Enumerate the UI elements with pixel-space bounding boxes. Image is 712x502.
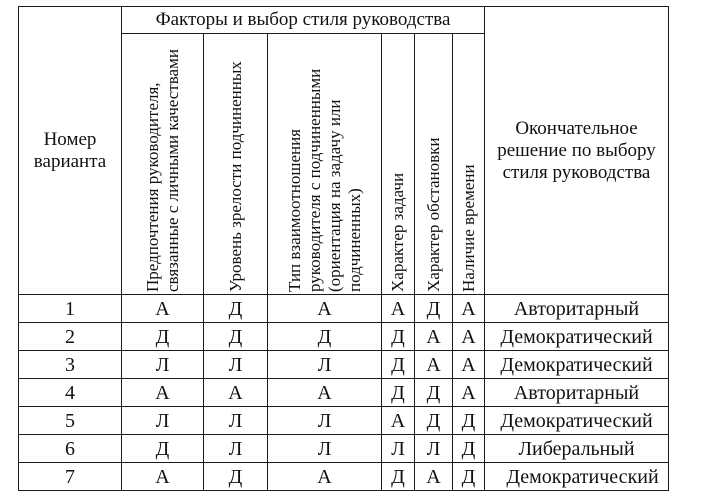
factor-value: Д bbox=[453, 407, 485, 435]
factor-value: Д bbox=[415, 379, 453, 407]
final-decision: Демократический bbox=[485, 407, 669, 435]
table-row bbox=[19, 323, 669, 351]
factor-header-task-nature: Характер задачи bbox=[388, 172, 407, 292]
factor-header-cell bbox=[382, 34, 415, 295]
factor-value: Д bbox=[204, 463, 268, 491]
variant-number: 5 bbox=[19, 407, 122, 435]
factor-value: А bbox=[382, 407, 415, 435]
factors-group-header: Факторы и выбор стиля руководства bbox=[122, 7, 485, 34]
variant-number: 4 bbox=[19, 379, 122, 407]
factor-value: Д bbox=[415, 295, 453, 323]
table-row bbox=[19, 351, 669, 379]
factor-value: Д bbox=[122, 323, 204, 351]
final-decision: Демократический bbox=[485, 463, 669, 491]
factor-value: А bbox=[415, 351, 453, 379]
factor-value: Д bbox=[382, 463, 415, 491]
factor-value: Д bbox=[268, 323, 382, 351]
factor-value: А bbox=[204, 379, 268, 407]
table-row bbox=[19, 463, 669, 491]
variant-number: 3 bbox=[19, 351, 122, 379]
factor-header-cell bbox=[415, 34, 453, 295]
final-decision: Либеральный bbox=[485, 435, 669, 463]
factor-value: Д bbox=[382, 351, 415, 379]
factor-value: Л bbox=[204, 435, 268, 463]
final-decision-header: Окончательное решение по выбору стиля руководства bbox=[485, 7, 669, 295]
factor-header-relationship-type: Тип взаимоотношения руководителя с подчиненными (ориентация на задачу или подчиненных) bbox=[284, 68, 364, 292]
factor-value: Д bbox=[122, 435, 204, 463]
final-decision: Авторитарный bbox=[485, 379, 669, 407]
variant-number: 6 bbox=[19, 435, 122, 463]
factor-header-cell bbox=[453, 34, 485, 295]
variant-number: 1 bbox=[19, 295, 122, 323]
variant-number: 2 bbox=[19, 323, 122, 351]
factor-value: Д bbox=[453, 463, 485, 491]
variant-number: 7 bbox=[19, 463, 122, 491]
factor-value: Д bbox=[453, 435, 485, 463]
factor-value: Д bbox=[204, 323, 268, 351]
factor-value: А bbox=[453, 323, 485, 351]
factor-value: А bbox=[268, 295, 382, 323]
variant-number-header: Номер варианта bbox=[19, 7, 122, 295]
final-decision: Демократический bbox=[485, 323, 669, 351]
factor-header-leader-preferences: Предпочтения руководителя, связанные с личными качествами bbox=[142, 49, 182, 292]
factor-value: Л bbox=[204, 407, 268, 435]
factor-value: Л bbox=[268, 407, 382, 435]
factor-value: А bbox=[415, 323, 453, 351]
factor-value: А bbox=[453, 295, 485, 323]
table-row bbox=[19, 407, 669, 435]
factor-value: Л bbox=[268, 351, 382, 379]
factor-header-cell bbox=[268, 34, 382, 295]
factor-value: Л bbox=[122, 351, 204, 379]
factor-header-cell bbox=[204, 34, 268, 295]
factor-value: А bbox=[122, 379, 204, 407]
factor-header-subordinate-maturity: Уровень зрелости подчиненных bbox=[225, 61, 245, 292]
factor-value: Д bbox=[204, 295, 268, 323]
factor-header-time-availability: Наличие времени bbox=[458, 164, 478, 292]
factor-value: А bbox=[122, 295, 204, 323]
final-decision: Демократический bbox=[485, 351, 669, 379]
factor-value: А bbox=[268, 379, 382, 407]
factor-value: А bbox=[268, 463, 382, 491]
factor-value: А bbox=[415, 463, 453, 491]
table-row bbox=[19, 295, 669, 323]
factor-value: Д bbox=[382, 323, 415, 351]
factor-value: Л bbox=[415, 435, 453, 463]
leadership-style-table bbox=[18, 6, 669, 491]
factor-value: Л bbox=[204, 351, 268, 379]
factor-header-situation-nature: Характер обстановки bbox=[423, 137, 443, 292]
factor-value: А bbox=[122, 463, 204, 491]
factor-value: А bbox=[453, 379, 485, 407]
final-decision: Авторитарный bbox=[485, 295, 669, 323]
factor-value: А bbox=[382, 295, 415, 323]
factor-value: Л bbox=[382, 435, 415, 463]
factor-value: Д bbox=[415, 407, 453, 435]
table-row bbox=[19, 379, 669, 407]
factor-value: А bbox=[453, 351, 485, 379]
factor-value: Л bbox=[268, 435, 382, 463]
table-row bbox=[19, 435, 669, 463]
factor-header-cell bbox=[122, 34, 204, 295]
factor-value: Д bbox=[382, 379, 415, 407]
factor-value: Л bbox=[122, 407, 204, 435]
